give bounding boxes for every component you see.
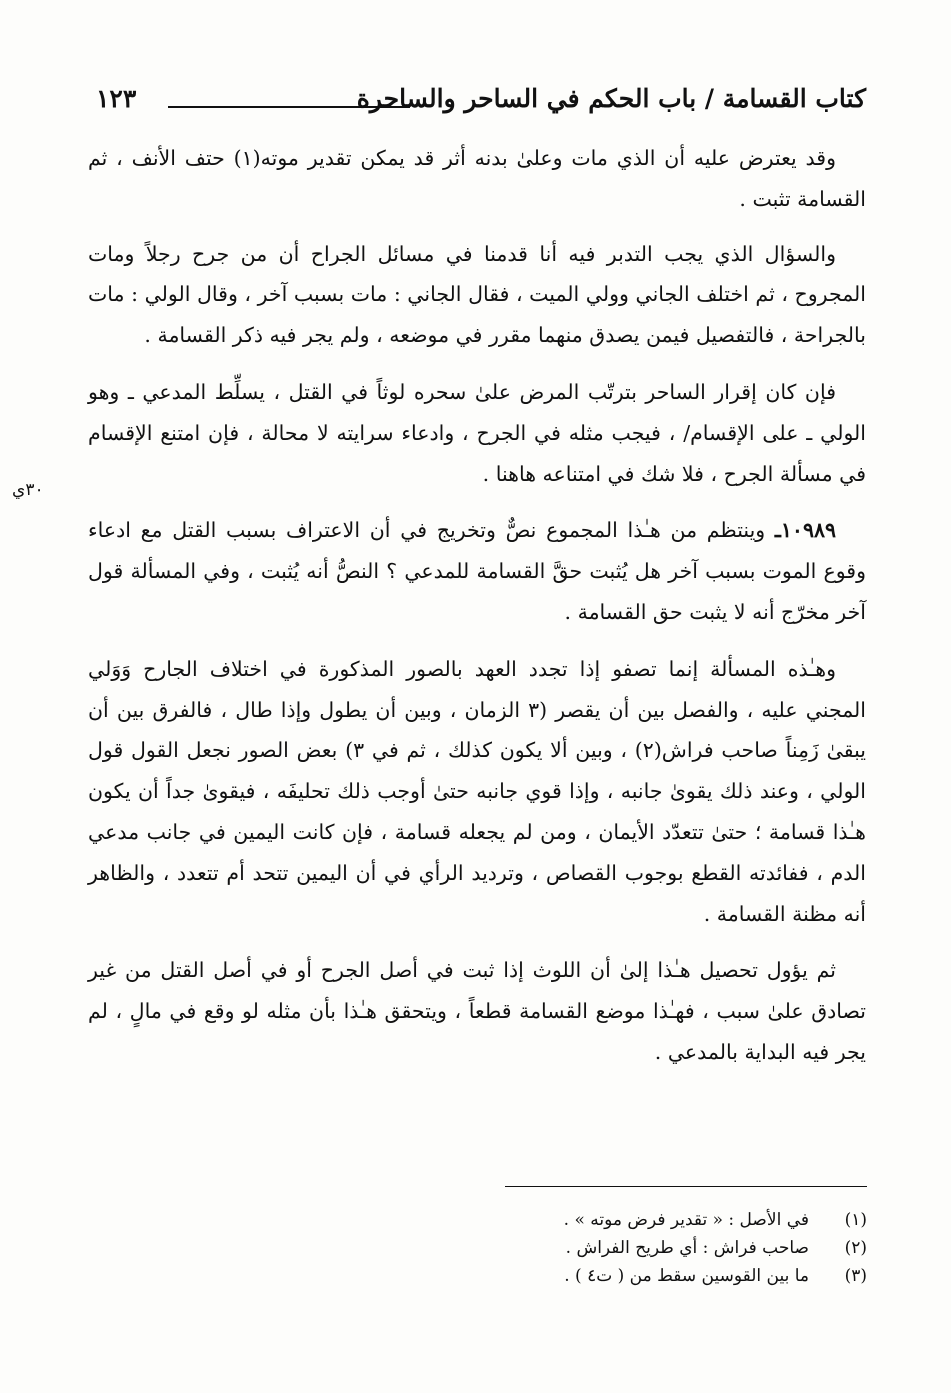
paragraph-text: وقد يعترض عليه أن الذي مات وعلىٰ بدنه أثر قد يمكن تقدير موته(١) حتف الأنف ، ثم القسامة تثبت .: [88, 146, 866, 211]
paragraph-text: وهـٰذه المسألة إنما تصفو إذا تجدد العهد بالصور المذكورة في اختلاف الجارح وَوَلي المجني عليه ، والفصل بين أن يقصر (٣ الزمان ، وبين أن يطول وإذا طال ، فالفرق بين أن يبقىٰ زَمِناً صاحب فراش(٢) ، وبين ألا يكون كذلك ، ثم في ٣) بعض الصور نجعل القول قول الولي ، وعند ذلك يقوىٰ جانبه ، وإذا قوي جانبه حتىٰ أوجب ذلك تحليفَه ، فيقوىٰ جداً أن يكون هـٰذا قسامة ؛ حتىٰ تتعدّد الأيمان ، ومن لم يجعله قسامة ، فإن كانت اليمين في جانب مدعي الدم ، ففائدته القطع بوجوب القصاص ، وترديد الرأي في أن اليمين تتحد أم تتعدد ، والظاهر أنه مظنة القسامة .: [88, 656, 866, 926]
footnote: [167, 1234, 867, 1262]
body-text: [88, 138, 866, 1089]
footnote-text: صاحب فراش : أي طريح الفراش .: [565, 1238, 809, 1258]
footnotes: [167, 1206, 867, 1290]
footnote-text: ما بين القوسين سقط من ( ت٤ ) .: [564, 1266, 809, 1286]
paragraph: [88, 510, 866, 632]
paragraph: [88, 138, 866, 220]
footnote-number: (٢): [844, 1238, 867, 1258]
paragraph: [88, 649, 866, 935]
header-rule: [168, 106, 410, 108]
paragraph: [88, 950, 866, 1072]
running-header: [96, 84, 866, 124]
header-title: كتاب القسامة / باب الحكم في الساحر والساحرة: [356, 84, 866, 113]
paragraph-number: ١٠٩٨٩ـ: [774, 518, 836, 543]
paragraph-text: فإن كان إقرار الساحر بترتّب المرض علىٰ سحره لوثاً في القتل ، يسلِّط المدعي ـ وهو الولي ـ على الإقسام/ ، فيجب مثله في الجرح ، وادعاء سرايته لا محالة ، فإن امتنع الإقسام في مسألة الجرح ، فلا شك في امتناعه هاهنا .: [88, 379, 866, 486]
paragraph: [88, 372, 866, 494]
footnote-number: (٣): [844, 1266, 867, 1286]
paragraph-text: ثم يؤول تحصيل هـٰذا إلىٰ أن اللوث إذا ثبت في أصل الجرح أو في أصل القتل من غير تصادق علىٰ سبب ، فهـٰذا موضع القسامة قطعاً ، ويتحقق هـٰذا بأن مثله لو وقع في مالٍ ، لم يجر فيه البداية بالمدعي .: [88, 958, 866, 1064]
paragraph-text: وينتظم من هـٰذا المجموع نصٌّ وتخريج في أن الاعتراف بسبب القتل مع ادعاء وقوع الموت بسبب آخر هل يُثبت حقَّ القسامة للمدعي ؟ النصُّ أنه يُثبت ، وفي المسألة قول آخر مخرّج أنه لا يثبت حق القسامة .: [88, 518, 866, 624]
footnote: [167, 1206, 867, 1234]
paragraph-text: والسؤال الذي يجب التدبر فيه أنا قدمنا في مسائل الجراح أن من جرح رجلاً ومات المجروح ، ثم اختلف الجاني وولي الميت ، فقال الجاني : مات بسبب آخر ، وقال الولي : مات بالجراحة ، فالتفصيل فيمن يصدق منهما مقرر في موضعه ، ولم يجر فيه ذكر القسامة .: [88, 241, 866, 348]
margin-note: ٣٠ي: [12, 480, 44, 500]
footnote-rule: [505, 1186, 867, 1187]
page-number: ١٢٣: [96, 84, 137, 113]
footnote-text: في الأصل : « تقدير فرض موته » .: [563, 1210, 809, 1230]
footnote: [167, 1262, 867, 1290]
footnote-number: (١): [844, 1210, 867, 1230]
paragraph: [88, 234, 866, 356]
